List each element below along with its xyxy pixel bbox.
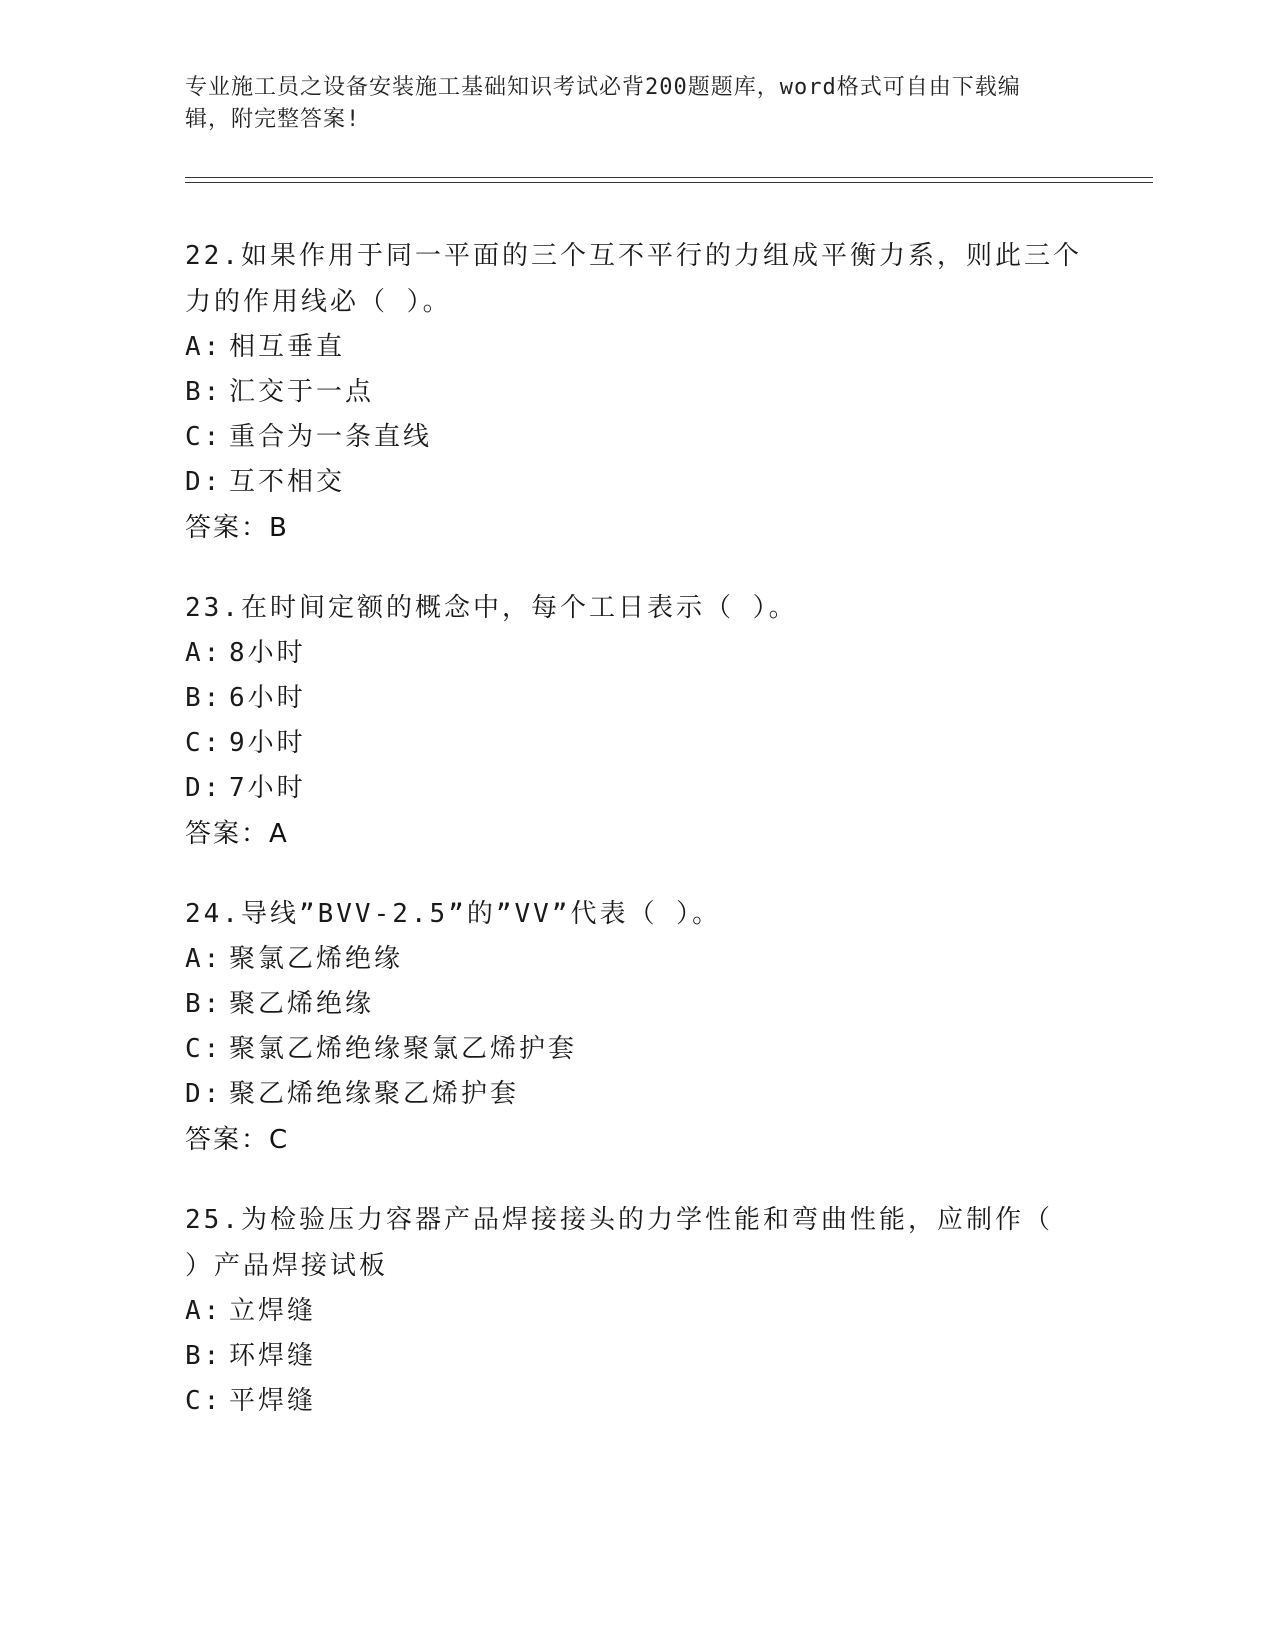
answer-option — [185, 370, 1085, 415]
option-text: 立焊缝 — [229, 1296, 317, 1326]
question-block — [185, 585, 1085, 857]
question-stem: 24.导线”BVV-2.5”的”VV”代表（ ）。 — [185, 899, 722, 929]
option-text: 7小时 — [229, 773, 306, 803]
question-list — [185, 233, 1085, 1458]
option-key: B: — [185, 377, 223, 407]
option-text: 聚氯乙烯绝缘聚氯乙烯护套 — [229, 1034, 578, 1064]
option-key: D: — [185, 1079, 223, 1109]
option-key: A: — [185, 1296, 223, 1326]
question-stem: 25.为检验压力容器产品焊接接头的力学性能和弯曲性能，应制作（ ）产品焊接试板 — [185, 1205, 1053, 1281]
answer-option — [185, 325, 1085, 370]
option-text: 重合为一条直线 — [229, 422, 433, 452]
question-stem: 23.在时间定额的概念中，每个工日表示（ ）。 — [185, 593, 798, 623]
answer-option — [185, 1334, 1085, 1379]
option-text: 互不相交 — [229, 467, 346, 497]
option-key: A: — [185, 332, 223, 362]
option-text: 9小时 — [229, 728, 306, 758]
answer-option — [185, 1072, 1085, 1117]
option-text: 环焊缝 — [229, 1341, 317, 1371]
option-key: B: — [185, 1341, 223, 1371]
answer-option — [185, 460, 1085, 505]
option-key: D: — [185, 773, 223, 803]
option-key: B: — [185, 989, 223, 1019]
option-text: 汇交于一点 — [229, 377, 375, 407]
option-key: D: — [185, 467, 223, 497]
option-key: A: — [185, 638, 223, 668]
answer-option — [185, 937, 1085, 982]
answer-option — [185, 1289, 1085, 1334]
answer-option — [185, 631, 1085, 676]
answer-option — [185, 676, 1085, 721]
answer-option — [185, 1027, 1085, 1072]
option-key: C: — [185, 422, 223, 452]
option-key: A: — [185, 944, 223, 974]
option-key: B: — [185, 683, 223, 713]
answer-option — [185, 982, 1085, 1027]
header-divider-bottom — [185, 182, 1153, 183]
option-text: 平焊缝 — [229, 1386, 317, 1416]
question-block — [185, 233, 1085, 551]
header-divider-top — [185, 177, 1153, 178]
question-answer: 答案：C — [185, 1125, 290, 1155]
question-block — [185, 1197, 1085, 1424]
answer-option — [185, 415, 1085, 460]
question-stem: 22.如果作用于同一平面的三个互不平行的力组成平衡力系，则此三个力的作用线必（ ）。 — [185, 241, 1082, 317]
option-text: 聚氯乙烯绝缘 — [229, 944, 404, 974]
option-text: 6小时 — [229, 683, 306, 713]
option-key: C: — [185, 1386, 223, 1416]
question-block — [185, 891, 1085, 1163]
option-text: 聚乙烯绝缘 — [229, 989, 375, 1019]
option-text: 8小时 — [229, 638, 306, 668]
question-answer: 答案：A — [185, 819, 289, 849]
answer-option — [185, 1379, 1085, 1424]
option-key: C: — [185, 1034, 223, 1064]
document-header: 专业施工员之设备安装施工基础知识考试必背200题题库，word格式可自由下载编辑，附完整答案! — [185, 75, 1021, 132]
option-key: C: — [185, 728, 223, 758]
answer-option — [185, 766, 1085, 811]
option-text: 聚乙烯绝缘聚乙烯护套 — [229, 1079, 520, 1109]
question-answer: 答案：B — [185, 513, 289, 543]
answer-option — [185, 721, 1085, 766]
option-text: 相互垂直 — [229, 332, 346, 362]
